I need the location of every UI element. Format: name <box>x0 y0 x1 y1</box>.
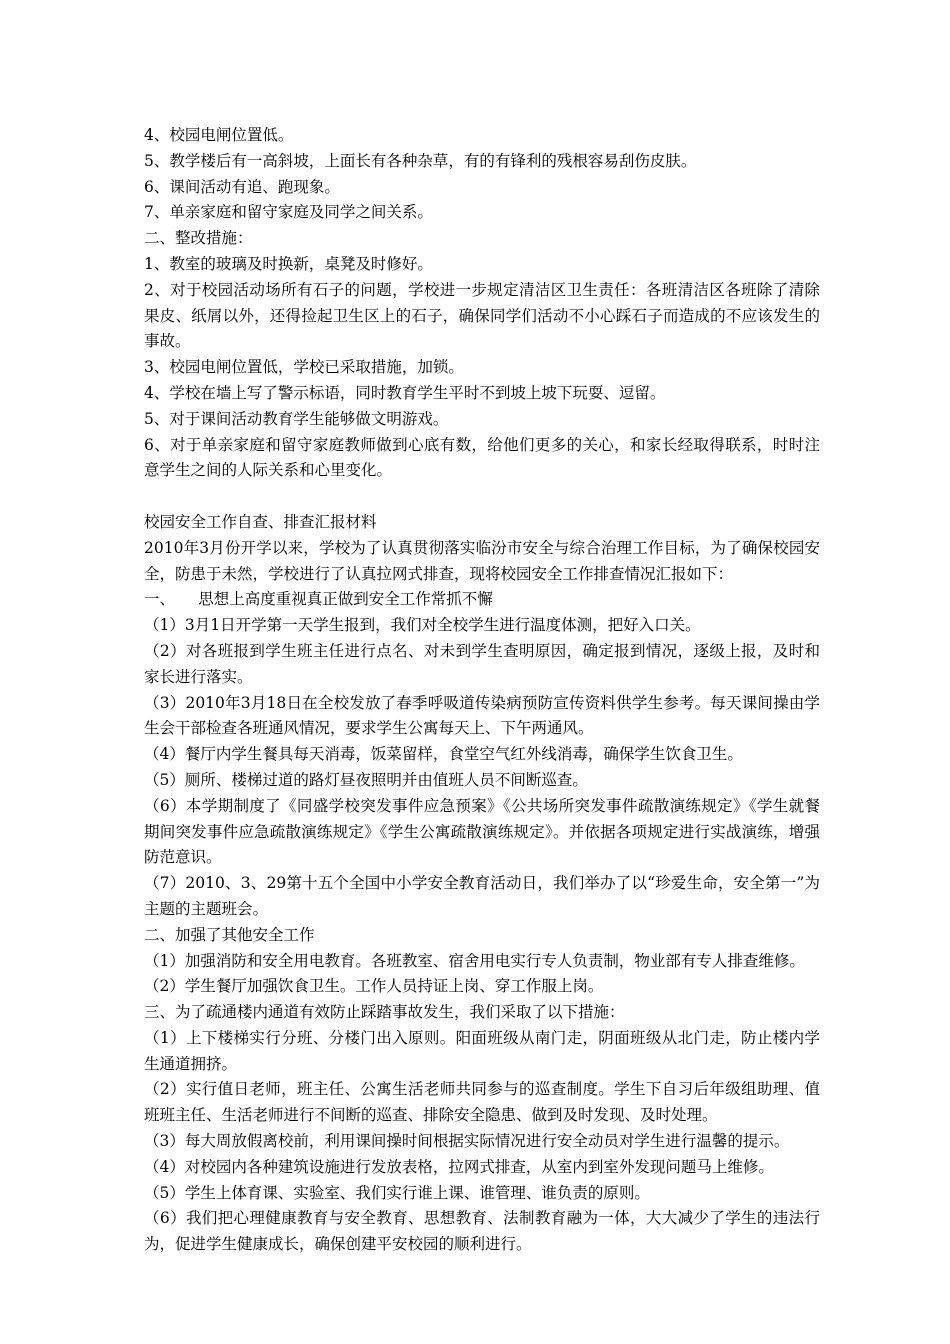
paragraph: （7）2010、3、29第十五个全国中小学安全教育活动日，我们举办了以“珍爱生命，安全第一”为主题的主题班会。 <box>144 874 820 918</box>
paragraph: （3）每大周放假离校前，利用课间操时间根据实际情况进行安全动员对学生进行温馨的提示。 <box>144 1132 790 1151</box>
blank-line <box>144 484 820 510</box>
paragraph: 5、对于课间活动教育学生能够做文明游戏。 <box>144 409 449 428</box>
section-heading: 二、加强了其他安全工作 <box>144 925 315 944</box>
paragraph: （2）对各班报到学生班主任进行点名、对未到学生查明原因，确定报到情况，逐级上报，及时和家长进行落实。 <box>144 641 820 686</box>
section-heading: 二、整改措施： <box>144 229 253 248</box>
section-heading: 一、 思想上高度重视真正做到安全工作常抓不懈 <box>144 590 493 609</box>
paragraph: 1、教室的玻璃及时换新，桌凳及时修好。 <box>144 254 433 273</box>
paragraph: 5、教学楼后有一高斜坡，上面长有各种杂草，有的有锋利的残根容易刮伤皮肤。 <box>144 151 697 170</box>
paragraph: （4）对校园内各种建筑设施进行发放表格，拉网式排查，从室内到室外发现问题马上维修。 <box>144 1157 774 1176</box>
document-body <box>144 123 820 1258</box>
paragraph: （6）我们把心理健康教育与安全教育、思想教育、法制教育融为一体，大大减少了学生的违法行为，促进学生健康成长，确保创建平安校园的顺利进行。 <box>144 1209 820 1254</box>
paragraph: （1）3月1日开学第一天学生报到，我们对全校学生进行温度体测，把好入口关。 <box>144 616 701 635</box>
section-heading: 三、为了疏通楼内通道有效防止踩踏事故发生，我们采取了以下措施： <box>144 1003 625 1022</box>
paragraph: （1）加强消防和安全用电教育。各班教室、宿舍用电实行专人负责制，物业部有专人排查维修。 <box>144 951 805 970</box>
paragraph: 4、学校在墙上写了警示标语，同时教育学生平时不到坡上坡下玩耍、逗留。 <box>144 383 666 402</box>
paragraph: 2010年3月份开学以来，学校为了认真贯彻落实临汾市安全与综合治理工作目标，为了确保校园安全，防患于未然，学校进行了认真拉网式排查，现将校园安全工作排查情况汇报如下： <box>144 538 820 583</box>
paragraph: 4、校园电闸位置低。 <box>144 126 294 144</box>
paragraph: （4）餐厅内学生餐具每天消毒，饭菜留样，食堂空气红外线消毒，确保学生饮食卫生。 <box>144 745 743 764</box>
paragraph: （3）2010年3月18日在全校发放了春季呼吸道传染病预防宣传资料供学生参考。每天课间操由学生会干部检查各班通风情况，要求学生公寓每天上、下午两通风。 <box>144 693 820 738</box>
paragraph: （2）学生餐厅加强饮食卫生。工作人员持证上岗、穿工作服上岗。 <box>144 977 604 996</box>
report-title: 校园安全工作自查、排查汇报材料 <box>144 512 377 531</box>
paragraph: 6、对于单亲家庭和留守家庭教师做到心底有数，给他们更多的关心，和家长经取得联系，时时注意学生之间的人际关系和心里变化。 <box>144 435 820 480</box>
paragraph: （1）上下楼梯实行分班、分楼门出入原则。阳面班级从南门走，阴面班级从北门走，防止楼内学生通道拥挤。 <box>144 1028 820 1073</box>
paragraph: 3、校园电闸位置低，学校已采取措施，加锁。 <box>144 358 464 377</box>
paragraph: 7、单亲家庭和留守家庭及同学之间关系。 <box>144 203 433 222</box>
paragraph: 2、对于校园活动场所有石子的问题，学校进一步规定清洁区卫生责任：各班清洁区各班除了清除果皮、纸屑以外，还得捡起卫生区上的石子，确保同学们活动不小心踩石子而造成的不应该发生的事故。 <box>144 280 820 351</box>
paragraph: （2）实行值日老师，班主任、公寓生活老师共同参与的巡查制度。学生下自习后年级组助理、值班班主任、生活老师进行不间断的巡查、排除安全隐患、做到及时发现、及时处理。 <box>144 1080 820 1125</box>
paragraph: 6、课间活动有追、跑现象。 <box>144 177 340 196</box>
paragraph: （6）本学期制度了《同盛学校突发事件应急预案》《公共场所突发事件疏散演练规定》《学生就餐期间突发事件应急疏散演练规定》《学生公寓疏散演练规定》。并依据各项规定进行实战演练，增强防范意识。 <box>144 796 820 867</box>
paragraph: （5）学生上体育课、实验室、我们实行谁上课、谁管理、谁负责的原则。 <box>144 1183 650 1202</box>
paragraph: （5）厕所、楼梯过道的路灯昼夜照明并由值班人员不间断巡查。 <box>144 770 588 789</box>
